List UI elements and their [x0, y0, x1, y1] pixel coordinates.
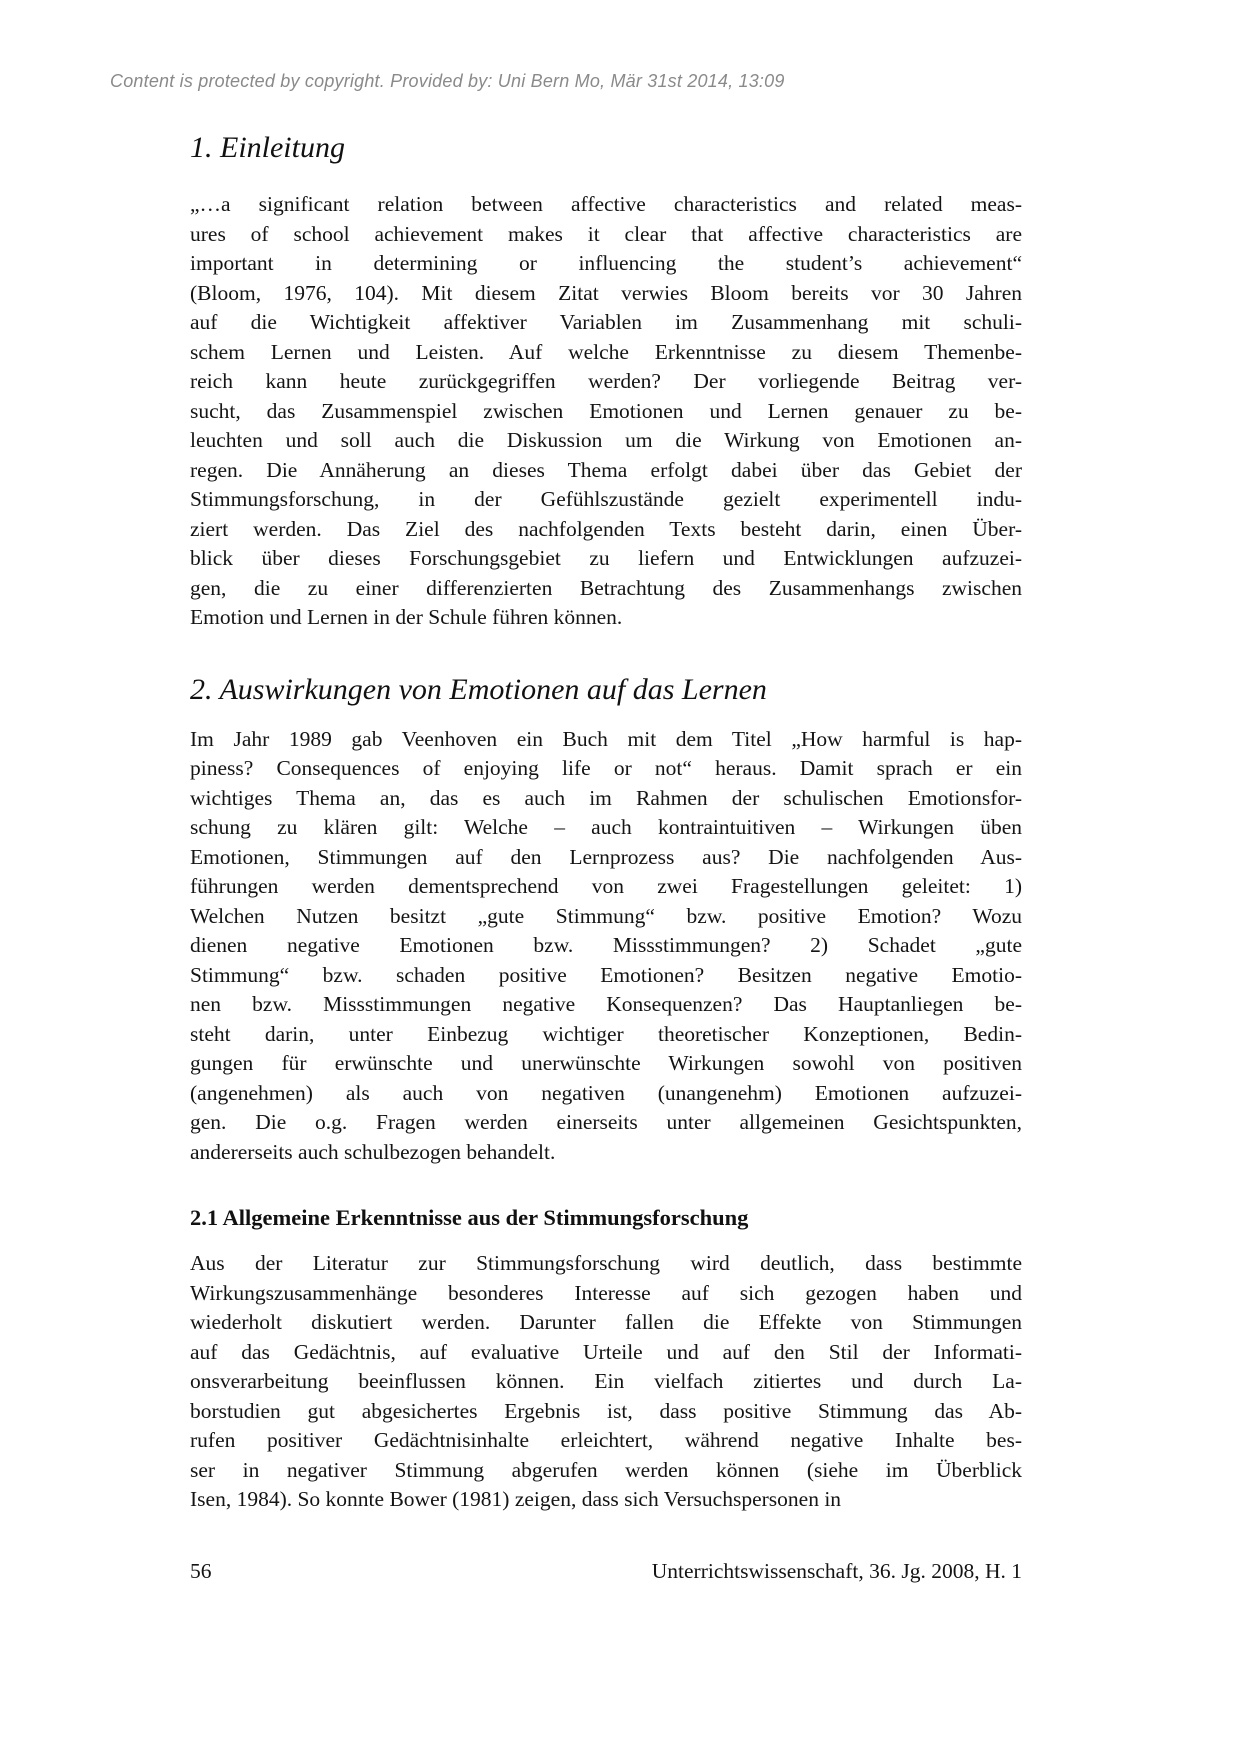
paragraph-einleitung [190, 190, 1022, 633]
section-2-1-heading: 2.1 Allgemeine Erkenntnisse aus der Stimmungsforschung [190, 1205, 749, 1230]
text-line: Emotionen, Stimmungen auf den Lernprozess aus? Die nachfolgenden Aus- [190, 844, 1022, 869]
text-line: regen. Die Annäherung an dieses Thema erfolgt dabei über das Gebiet der [190, 457, 1022, 482]
page-number: 56 [190, 1559, 212, 1583]
text-line: führungen werden dementsprechend von zwei Fragestellungen geleitet: 1) [190, 874, 1022, 898]
text-line: wiederholt diskutiert werden. Darunter fallen die Effekte von Stimmungen [190, 1310, 1022, 1334]
text-line: Stimmung“ bzw. schaden positive Emotionen? Besitzen negative Emotio- [190, 962, 1022, 987]
text-line: steht darin, unter Einbezug wichtiger theoretischer Konzeptionen, Bedin- [190, 1021, 1022, 1046]
text-line: ser in negativer Stimmung abgerufen werden können (siehe im Überblick [190, 1457, 1022, 1482]
text-line: Isen, 1984). So konnte Bower (1981) zeigen, dass sich Versuchspersonen in [190, 1487, 842, 1511]
text-line: Wirkungszusammenhänge besonderes Interesse auf sich gezogen haben und [190, 1280, 1022, 1305]
text-line: Emotion und Lernen in der Schule führen können. [190, 605, 623, 629]
text-line: auf die Wichtigkeit affektiver Variablen im Zusammenhang mit schuli- [190, 310, 1022, 334]
journal-citation: Unterrichtswissenschaft, 36. Jg. 2008, H. 1 [651, 1559, 1022, 1583]
article-content [190, 130, 1022, 1515]
text-line: „…a significant relation between affective characteristics and related meas- [190, 192, 1022, 216]
page-footer [190, 1558, 1022, 1584]
text-line: important in determining or influencing the student’s achievement“ [190, 251, 1022, 275]
text-line: blick über dieses Forschungsgebiet zu liefern und Entwicklungen aufzuzei- [190, 546, 1022, 570]
paragraph-stimmungsforschung [190, 1249, 1022, 1515]
text-line: borstudien gut abgesichertes Ergebnis ist, dass positive Stimmung das Ab- [190, 1398, 1022, 1423]
text-line: (angenehmen) als auch von negativen (unangenehm) Emotionen aufzuzei- [190, 1080, 1022, 1105]
text-line: Welchen Nutzen besitzt „gute Stimmung“ bzw. positive Emotion? Wozu [190, 903, 1022, 928]
text-line: gen, die zu einer differenzierten Betrachtung des Zusammenhangs zwischen [190, 575, 1022, 600]
text-line: wichtiges Thema an, das es auch im Rahmen der schulischen Emotionsfor- [190, 785, 1022, 810]
text-line: leuchten und soll auch die Diskussion um die Wirkung von Emotionen an- [190, 428, 1022, 452]
text-line: Stimmungsforschung, in der Gefühlszustände gezielt experimentell indu- [190, 487, 1022, 511]
text-line: ures of school achievement makes it clear that affective characteristics are [190, 221, 1022, 246]
section-2-heading: 2. Auswirkungen von Emotionen auf das Lernen [190, 672, 767, 706]
section-1-heading: 1. Einleitung [190, 131, 345, 164]
text-line: andererseits auch schulbezogen behandelt. [190, 1139, 556, 1164]
text-line: Aus der Literatur zur Stimmungsforschung wird deutlich, dass bestimmte [190, 1251, 1022, 1275]
text-line: rufen positiver Gedächtnisinhalte erleichtert, während negative Inhalte bes- [190, 1428, 1022, 1452]
text-line: gen. Die o.g. Fragen werden einerseits unter allgemeinen Gesichtspunkten, [190, 1110, 1022, 1134]
text-line: Im Jahr 1989 gab Veenhoven ein Buch mit dem Titel „How harmful is hap- [190, 726, 1022, 751]
text-line: reich kann heute zurückgegriffen werden? Der vorliegende Beitrag ver- [190, 369, 1022, 393]
text-line: schem Lernen und Leisten. Auf welche Erkenntnisse zu diesem Themenbe- [190, 339, 1022, 364]
text-line: gungen für erwünschte und unerwünschte Wirkungen sowohl von positiven [190, 1051, 1022, 1075]
text-line: piness? Consequences of enjoying life or not“ heraus. Damit sprach er ein [190, 756, 1022, 780]
text-line: schung zu klären gilt: Welche – auch kontraintuitiven – Wirkungen üben [190, 815, 1022, 839]
text-line: onsverarbeitung beeinflussen können. Ein vielfach zitiertes und durch La- [190, 1369, 1022, 1393]
text-line: (Bloom, 1976, 104). Mit diesem Zitat verwies Bloom bereits vor 30 Jahren [190, 280, 1022, 305]
text-line: nen bzw. Missstimmungen negative Konsequenzen? Das Hauptanliegen be- [190, 992, 1022, 1016]
text-line: auf das Gedächtnis, auf evaluative Urteile und auf den Stil der Informati- [190, 1339, 1022, 1364]
text-line: dienen negative Emotionen bzw. Missstimmungen? 2) Schadet „gute [190, 933, 1022, 957]
paragraph-auswirkungen [190, 725, 1022, 1168]
text-line: ziert werden. Das Ziel des nachfolgenden Texts besteht darin, einen Über- [190, 516, 1022, 541]
copyright-notice: Content is protected by copyright. Provided by: Uni Bern Mo, Mär 31st 2014, 13:09 [110, 71, 785, 91]
text-line: sucht, das Zusammenspiel zwischen Emotionen und Lernen genauer zu be- [190, 398, 1022, 423]
